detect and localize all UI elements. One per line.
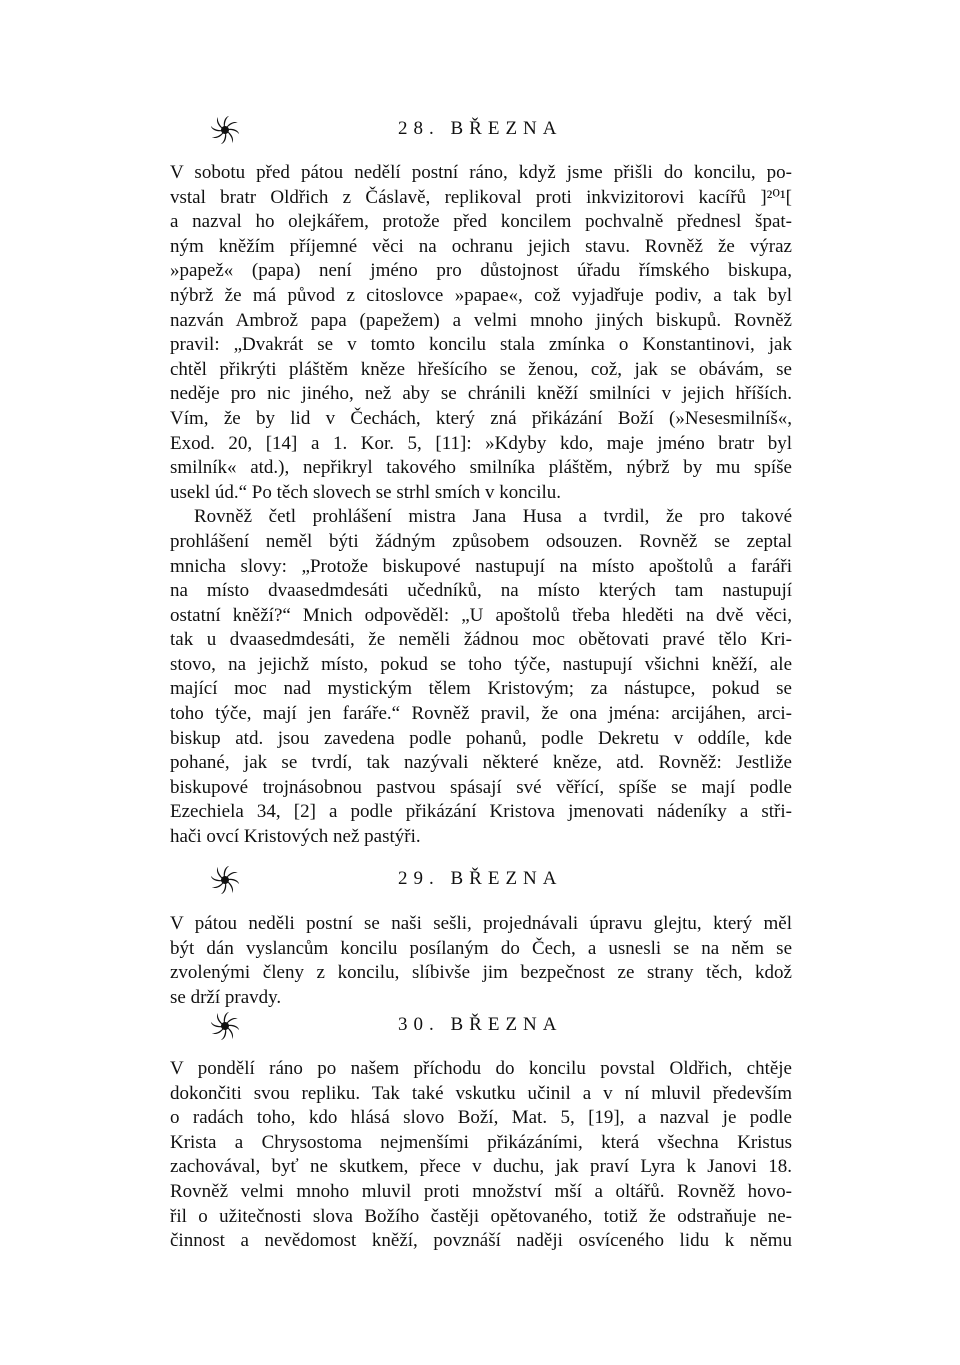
text-line: usekl úd.“ Po těch slovech se strhl smích v koncilu.: [170, 481, 562, 503]
text-line: Exod. 20, [14] a 1. Kor. 5, [11]: »Kdyby kdo, maje jméno bratr byl: [170, 432, 792, 454]
swirl-ornament-icon: [207, 1008, 243, 1044]
section-heading: [0, 862, 960, 902]
text-line: V pátou neděli postní se naši sešli, projednávali úpravu glejtu, který měl: [170, 913, 792, 934]
text-line: V sobotu před pátou nedělí postní ráno, když jsme přišli do koncilu, po-: [170, 162, 792, 183]
text-line: tak u dvaasedmdesáti, že neměli žádnou moc obětovati pravé tělo Kri-: [170, 629, 792, 651]
text-line: Ezechiela 34, [2] a podle přikázání Kristova jmenovati nádeníky a stři-: [170, 801, 792, 823]
text-line: hači ovcí Kristových než pastýři.: [170, 826, 421, 848]
text-line: ostatní kněží?“ Mnich odpověděl: „U apoštolů třeba hleděti na dvě věci,: [170, 604, 792, 626]
text-line: nazván Ambrož papa (papežem) a velmi mnoho jiných biskupů. Rovněž: [170, 309, 792, 331]
text-line: zachovával, byť ne skutkem, přece v duchu, jak praví Lyra k Janovi 18.: [170, 1156, 792, 1178]
section-body-text: [170, 1057, 792, 1254]
text-line: Vím, že by lid v Čechách, který zná přikázání Boží (»Nesesmilníš«,: [170, 407, 792, 429]
text-line: vstal bratr Oldřich z Čáslavě, replikoval proti inkvizitorovi kacířů ]²⁰¹[: [170, 186, 792, 208]
text-line: ným kněžím příjemné věci na ochranu jejich stavu. Rovněž že výraz: [170, 235, 792, 257]
text-line: stovo, na jejichž místo, pokud se toho týče, nastupují všichni kněží, ale: [170, 653, 792, 675]
section-heading: [0, 112, 960, 152]
text-line: se drží pravdy.: [170, 986, 282, 1008]
section-date-heading: 28. BŘEZNA: [398, 118, 563, 139]
text-line: dokončiti svou repliku. Tak také vskutku učinil a v ní mluvil především: [170, 1082, 792, 1104]
text-line: smilník« atd.), nepřikryl takového smilníka pláštěm, nýbrž by mu spíše: [170, 457, 792, 479]
text-line: mnicha slovy: „Protože biskupové nastupují na místo apoštolů a faráři: [170, 555, 792, 577]
text-line: zvolenými členy z koncilu, slíbivše jim bezpečnost ze strany těch, kdož: [170, 962, 792, 984]
text-line: toho týče, mají jen faráře.“ Rovněž pravil, že ona jména: arcijáhen, arci-: [170, 703, 792, 725]
section-body-text: [170, 161, 792, 850]
swirl-ornament-icon: [207, 862, 243, 898]
text-line: nýbrž že má původ z citoslovce »papae«, což vyjadřuje podiv, a tak byl: [170, 284, 792, 306]
text-line: řil o užitečnosti slova Božího častěji opětovaného, totiž že odstraňuje ne-: [170, 1205, 792, 1227]
text-line: prohlášení neměl býti žádným způsobem odsouzen. Rovněž se zeptal: [170, 530, 792, 552]
text-line: Rovněž velmi mnoho mluvil proti množství mší a oltářů. Rovněž hovo-: [170, 1180, 792, 1202]
text-line: biskup atd. jsou zavedena podle pohanů, podle Dekretu v oddíle, kde: [170, 727, 792, 749]
section-date-heading: 29. BŘEZNA: [398, 868, 563, 889]
text-line: mající moc nad mystickým tělem Kristovým; za nástupce, pokud se: [170, 678, 792, 700]
text-line: chtěl přikrýti pláštěm kněze hřešícího se ženou, což, jak se obávám, se: [170, 358, 792, 380]
text-line: a nazval ho olejkářem, protože před koncilem pochvalně přednesl špat-: [170, 211, 792, 233]
text-line: být dán vyslancům koncilu posílaným do Čech, a usnesli se na něm se: [170, 937, 792, 959]
text-line: o radách toho, kdo hlásá slovo Boží, Mat. 5, [19], a nazval je podle: [170, 1107, 792, 1129]
text-line: biskupové trojnásobnou pastvou spásají své věřící, spíše se mají podle: [170, 776, 792, 798]
swirl-ornament-icon: [207, 112, 243, 148]
section-heading: [0, 1008, 960, 1048]
text-line: Krista a Chrysostoma nejmenšími přikázáními, která všechna Kristus: [170, 1131, 792, 1153]
text-line: na místo dvaasedmdesáti učedníků, na místo kterých tam nastupují: [170, 580, 792, 602]
section-body-text: [170, 912, 792, 1010]
text-line: Rovněž četl prohlášení mistra Jana Husa a tvrdil, že pro takové: [194, 506, 792, 528]
text-line: pohané, jak se tvrdí, tak nazývali některé kněze, atd. Rovněž: Jestliže: [170, 752, 792, 774]
text-line: V pondělí ráno po našem příchodu do koncilu povstal Oldřich, chtěje: [170, 1058, 792, 1079]
text-line: neděje pro nic jiného, než aby se chránili kněží smilníci v jejich hříších.: [170, 383, 792, 405]
section-date-heading: 30. BŘEZNA: [398, 1014, 563, 1035]
text-line: činnost a nevědomost kněží, povznáší naději osvíceného lidu k němu: [170, 1230, 792, 1252]
text-line: »papež« (papa) není jméno pro důstojnost úřadu římského biskupa,: [170, 260, 792, 282]
text-line: pravil: „Dvakrát se v tomto koncilu stala zmínka o Konstantinovi, jak: [170, 334, 792, 356]
